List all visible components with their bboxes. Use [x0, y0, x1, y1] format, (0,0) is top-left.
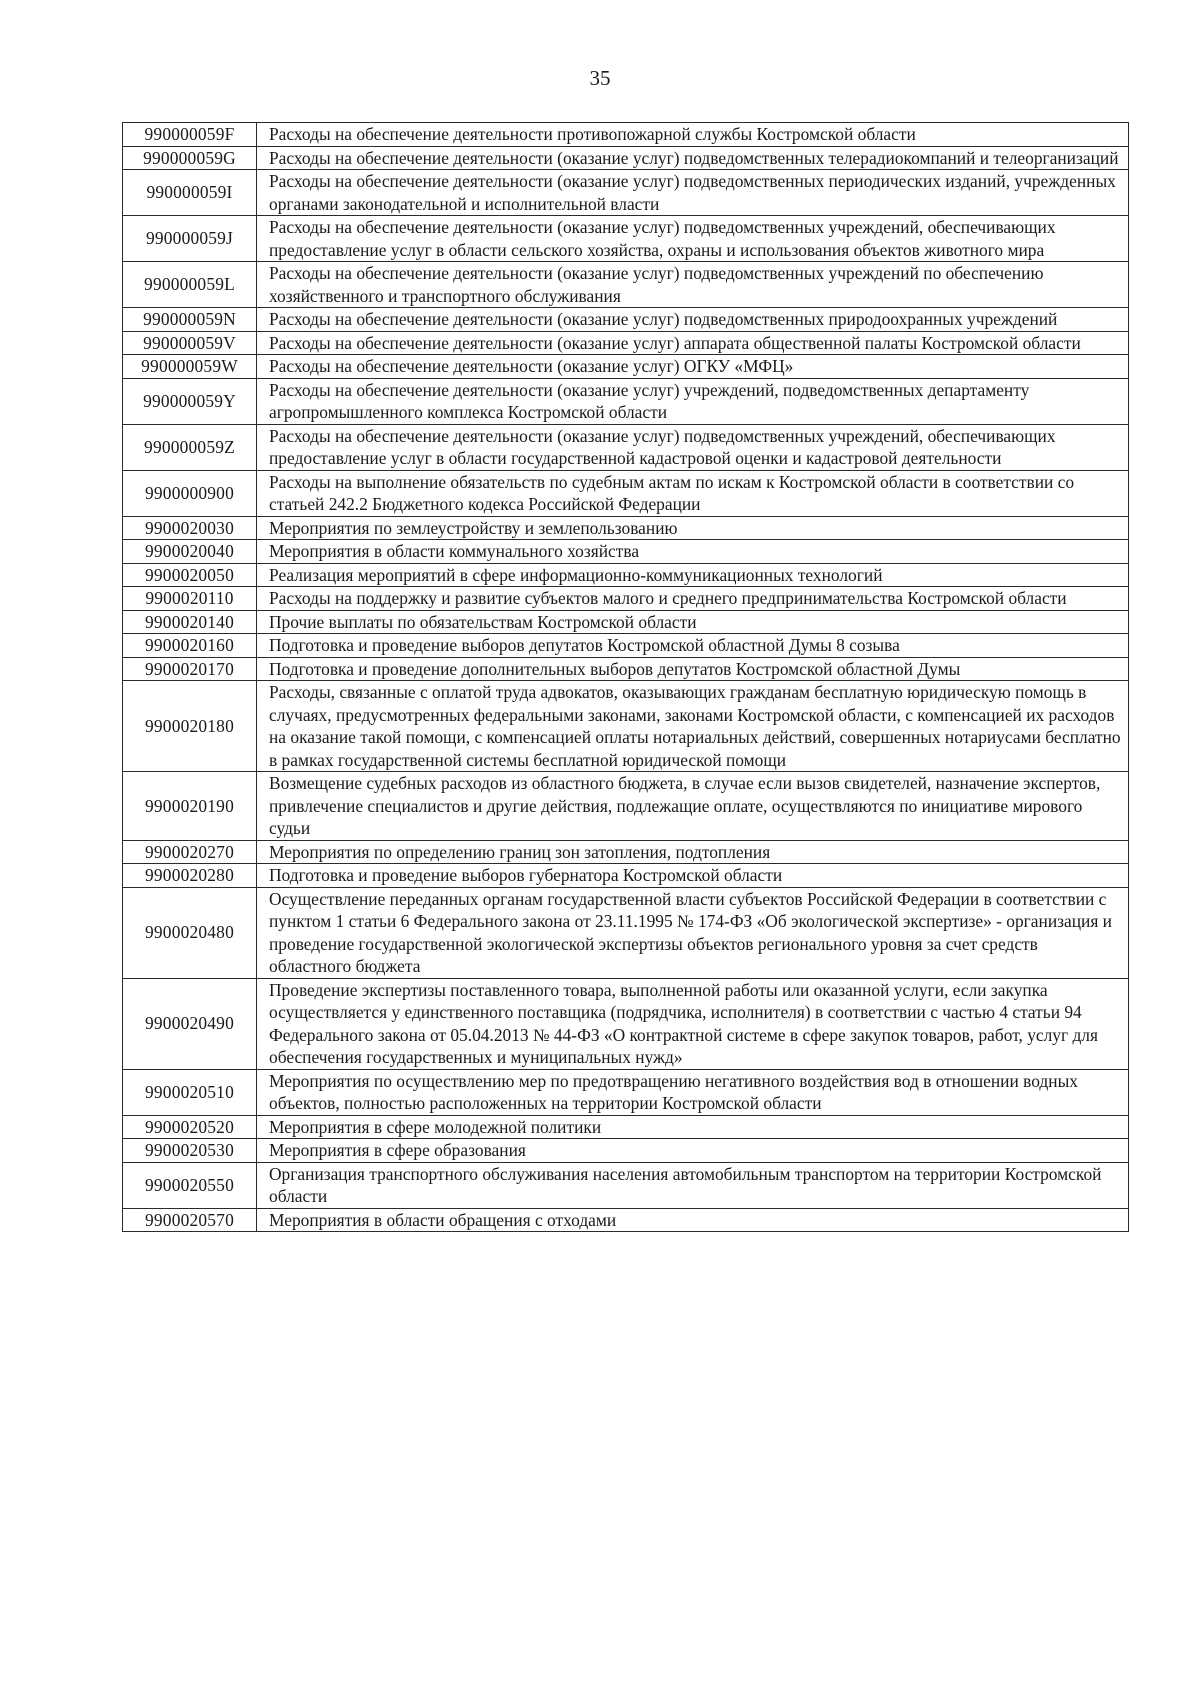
table-row — [123, 563, 1129, 587]
expense-code-cell: 9900020140 — [123, 610, 257, 634]
table-row — [123, 216, 1129, 262]
table-row — [123, 657, 1129, 681]
table-row — [123, 378, 1129, 424]
expense-code-cell: 9900020480 — [123, 887, 257, 978]
expense-description-cell: Осуществление переданных органам государственной власти субъектов Российской Федерации в соответствии с пунктом 1 статьи 6 Федерального закона от 23.11.1995 № 174-ФЗ «Об экологической экспертизе» - организация и проведение государственной экологической экспертизы объектов регионального уровня за счет средств областного бюджета — [257, 887, 1129, 978]
expense-code-cell: 990000059J — [123, 216, 257, 262]
table-body — [123, 123, 1129, 1232]
table-row — [123, 355, 1129, 379]
expense-code-cell: 990000059L — [123, 262, 257, 308]
expense-description-cell: Расходы на обеспечение деятельности (оказание услуг) подведомственных учреждений по обеспечению хозяйственного и транспортного обслуживания — [257, 262, 1129, 308]
expense-code-cell: 9900020050 — [123, 563, 257, 587]
expense-description-cell: Мероприятия в сфере молодежной политики — [257, 1115, 1129, 1139]
expense-code-cell: 9900020030 — [123, 516, 257, 540]
expense-description-cell: Расходы на выполнение обязательств по судебным актам по искам к Костромской области в соответствии со статьей 242.2 Бюджетного кодекса Российской Федерации — [257, 470, 1129, 516]
expense-description-cell: Расходы на обеспечение деятельности (оказание услуг) учреждений, подведомственных департаменту агропромышленного комплекса Костромской области — [257, 378, 1129, 424]
table-row — [123, 1162, 1129, 1208]
table-row — [123, 681, 1129, 772]
expense-description-cell: Мероприятия по осуществлению мер по предотвращению негативного воздействия вод в отношении водных объектов, полностью расположенных на территории Костромской области — [257, 1069, 1129, 1115]
expense-code-cell: 990000059I — [123, 170, 257, 216]
expense-description-cell: Прочие выплаты по обязательствам Костромской области — [257, 610, 1129, 634]
expense-description-cell: Расходы на обеспечение деятельности (оказание услуг) подведомственных учреждений, обеспечивающих предоставление услуг в области государственной кадастровой оценки и кадастровой деятельности — [257, 424, 1129, 470]
table-row — [123, 1208, 1129, 1232]
expense-description-cell: Подготовка и проведение дополнительных выборов депутатов Костромской областной Думы — [257, 657, 1129, 681]
expense-description-cell: Мероприятия по землеустройству и землепользованию — [257, 516, 1129, 540]
expense-code-cell: 9900020280 — [123, 864, 257, 888]
expense-code-cell: 9900020520 — [123, 1115, 257, 1139]
expense-code-cell: 9900020110 — [123, 587, 257, 611]
expense-description-cell: Расходы на обеспечение деятельности (оказание услуг) подведомственных периодических изданий, учрежденных органами законодательной и исполнительной власти — [257, 170, 1129, 216]
table-row — [123, 978, 1129, 1069]
expense-description-cell: Возмещение судебных расходов из областного бюджета, в случае если вызов свидетелей, назначение экспертов, привлечение специалистов и другие действия, подлежащие оплате, осуществляются по инициативе мирового судьи — [257, 772, 1129, 841]
expense-code-cell: 9900020270 — [123, 840, 257, 864]
expense-description-cell: Расходы на поддержку и развитие субъектов малого и среднего предпринимательства Костромской области — [257, 587, 1129, 611]
expense-description-cell: Расходы на обеспечение деятельности (оказание услуг) аппарата общественной палаты Костромской области — [257, 331, 1129, 355]
expense-description-cell: Подготовка и проведение выборов губернатора Костромской области — [257, 864, 1129, 888]
expense-code-cell: 990000059G — [123, 146, 257, 170]
expense-code-cell: 9900020530 — [123, 1139, 257, 1163]
expense-description-cell: Подготовка и проведение выборов депутатов Костромской областной Думы 8 созыва — [257, 634, 1129, 658]
expense-code-cell: 9900020510 — [123, 1069, 257, 1115]
table-row — [123, 146, 1129, 170]
expense-code-cell: 990000059Y — [123, 378, 257, 424]
expense-code-cell: 990000059F — [123, 123, 257, 147]
table-row — [123, 516, 1129, 540]
expense-code-cell: 990000059V — [123, 331, 257, 355]
expense-code-cell: 990000059N — [123, 308, 257, 332]
table-row — [123, 262, 1129, 308]
expense-description-cell: Мероприятия в сфере образования — [257, 1139, 1129, 1163]
table-row — [123, 1115, 1129, 1139]
table-row — [123, 587, 1129, 611]
table-row — [123, 634, 1129, 658]
expense-code-cell: 9900020550 — [123, 1162, 257, 1208]
table-row — [123, 887, 1129, 978]
table-row — [123, 123, 1129, 147]
expense-description-cell: Организация транспортного обслуживания населения автомобильным транспортом на территории Костромской области — [257, 1162, 1129, 1208]
expense-description-cell: Расходы на обеспечение деятельности противопожарной службы Костромской области — [257, 123, 1129, 147]
expense-description-cell: Реализация мероприятий в сфере информационно-коммуникационных технологий — [257, 563, 1129, 587]
expense-code-table — [122, 122, 1129, 1232]
expense-code-cell: 9900020160 — [123, 634, 257, 658]
expense-description-cell: Мероприятия по определению границ зон затопления, подтопления — [257, 840, 1129, 864]
table-row — [123, 772, 1129, 841]
expense-code-cell: 9900020490 — [123, 978, 257, 1069]
table-row — [123, 610, 1129, 634]
expense-code-cell: 9900000900 — [123, 470, 257, 516]
page-number: 35 — [589, 66, 611, 90]
table-row — [123, 1069, 1129, 1115]
expense-description-cell: Мероприятия в области обращения с отходами — [257, 1208, 1129, 1232]
expense-code-cell: 9900020040 — [123, 540, 257, 564]
table-row — [123, 470, 1129, 516]
expense-description-cell: Мероприятия в области коммунального хозяйства — [257, 540, 1129, 564]
expense-description-cell: Расходы на обеспечение деятельности (оказание услуг) подведомственных телерадиокомпаний и телеорганизаций — [257, 146, 1129, 170]
expense-description-cell: Расходы на обеспечение деятельности (оказание услуг) ОГКУ «МФЦ» — [257, 355, 1129, 379]
expense-code-cell: 9900020180 — [123, 681, 257, 772]
table-row — [123, 1139, 1129, 1163]
table-row — [123, 424, 1129, 470]
expense-code-cell: 990000059Z — [123, 424, 257, 470]
table-row — [123, 840, 1129, 864]
expense-description-cell: Расходы на обеспечение деятельности (оказание услуг) подведомственных природоохранных учреждений — [257, 308, 1129, 332]
expense-description-cell: Проведение экспертизы поставленного товара, выполненной работы или оказанной услуги, если закупка осуществляется у единственного поставщика (подрядчика, исполнителя) в соответствии с частью 4 статьи 94 Федерального закона от 05.04.2013 № 44-ФЗ «О контрактной системе в сфере закупок товаров, работ, услуг для обеспечения государственных и муниципальных нужд» — [257, 978, 1129, 1069]
expense-code-cell: 990000059W — [123, 355, 257, 379]
table-row — [123, 308, 1129, 332]
expense-description-cell: Расходы на обеспечение деятельности (оказание услуг) подведомственных учреждений, обеспечивающих предоставление услуг в области сельского хозяйства, охраны и использования объектов животного мира — [257, 216, 1129, 262]
expense-code-cell: 9900020570 — [123, 1208, 257, 1232]
expense-description-cell: Расходы, связанные с оплатой труда адвокатов, оказывающих гражданам бесплатную юридическую помощь в случаях, предусмотренных федеральными законами, законами Костромской области, с компенсацией их расходов на оказание такой помощи, с компенсацией оплаты нотариальных действий, совершенных нотариусами бесплатно в рамках государственной системы бесплатной юридической помощи — [257, 681, 1129, 772]
table-row — [123, 170, 1129, 216]
table-row — [123, 331, 1129, 355]
expense-code-cell: 9900020170 — [123, 657, 257, 681]
table-row — [123, 864, 1129, 888]
expense-code-cell: 9900020190 — [123, 772, 257, 841]
table-row — [123, 540, 1129, 564]
